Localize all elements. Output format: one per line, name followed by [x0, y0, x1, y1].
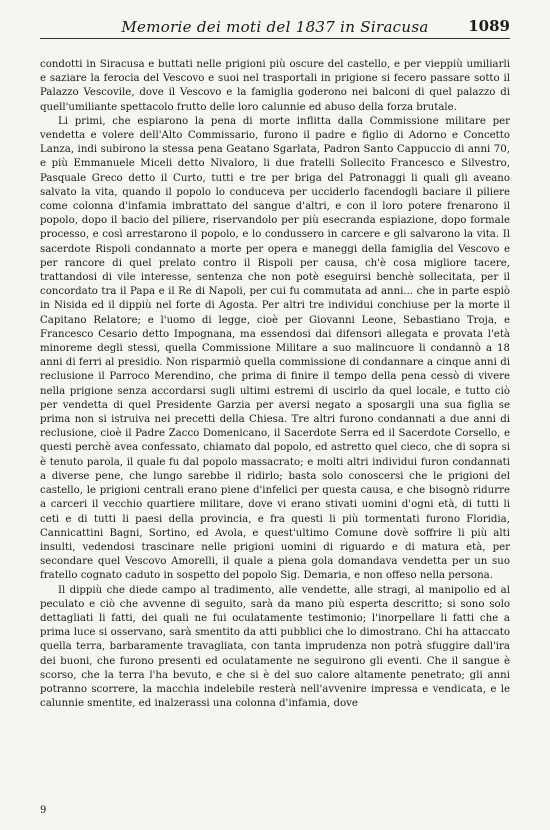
paragraph-1: condotti in Siracusa e buttati nelle prigioni più oscure del castello, e per vieppiù umiliarli e saziare la ferocia del Vescovo e suoi nel trasportali in prigione si fecero passare sotto il Palazzo Vescovile, dove il Vescovo e la famiglia goderono nei balconi di quel palazzo di quell'umiliante spettacolo frutto delle loro calunnie ed abuso della forza brutale. [40, 59, 510, 113]
page-number: 1089 [468, 17, 510, 35]
paragraph-2: Li primi, che espiarono la pena di morte inflitta dalla Commissione militare per vendetta e volere dell'Alto Commissario, furono il padre e figlio di Adorno e Concetto Lanza, indi subirono la stessa pena Geatano Sgarlata, Padron Santo Cappuccio di anni 70, e più Emmanuele Miceli detto Nivaloro, li due fratelli Sollecito Francesco e Silvestro, Pasquale Greco detto il Curto, tutti e tre per briga del Patronaggi li quali gli aveano salvato la vita, quando il popolo lo conduceva per ucciderlo facendogli baciare il piliere come colonna d'infamia imbrattato del sangue d'altri, e con il loro potere frenarono il popolo, dopo il bacio del piliere, riservandolo per più esecranda espiazione, dopo formale processo, e così arrestarono il popolo, e lo condussero in carcere e gli salvarono la vita. Il sacerdote Rispoli condannato a morte per opera e maneggi della famiglia del Vescovo e per rancore di quel prelato contro il Rispoli per causa, ch'è cosa migliore tacere, trattandosi di vile interesse, sentenza che non potè eseguirsi benchè sollecitata, per il concordato tra il Papa e il Re di Napoli, per cui fu commutata ad anni... che in parte espiò in Nisida ed il dippiù nel forte di Agosta. Per altri tre individui conchiuse per la morte il Capitano Relatore; e l'uomo di legge, cioè per Giovanni Leone, Sebastiano Troja, e Francesco Cesario detto Impognana, ma essendosi dai difensori allegata e provata l'età minoreme degli stessi, quella Commissione Militare a suo malincuore li condannò a 18 anni di ferri al presidio. Non risparmiò quella commissione di condannare a cinque anni di reclusione il Parroco Merendino, che prima di finire il tempo della pena cessò di vivere nella prigione senza accordarsi sugli ultimi estremi di uscirlo da quel locale, e tutto ciò per vendetta di quel Presidente Garzia per aversi negato a sposargli una sua figlia se prima non si istruiva nei precetti della Chiesa. Tre altri furono condannati a due anni di reclusione, cioè il Padre Zacco Domenicano, il Sacerdote Serra ed il Sacerdote Corsello, e questi perchè avea confessato, chiamato dal popolo, ed astretto quel cieco, che di sopra si è tenuto parola, il quale fu dal popolo massacrato; e molti altri individui furon condannati a diverse pene, che lungo sarebbe il ridirlo; basta solo conoscersi che le prigioni del castello, le prigioni centrali erano piene d'infelici per questa causa, e che bisognò ridurre a carceri il vecchio quartiere militare, dove vi erano stivati uomini d'ogni età, di tutti li ceti e di tutti li paesi della provincia, e fra questi li più tormentati furono Floridia, Cannicattini Bagni, Sortino, ed Avola, e quest'ultimo Comune dovè soffrire li più alti insulti, vedendosi trascinare nelle prigioni uomini di riguardo e di matura età, per secondare quel Vescovo Amorelli, il quale a piena gola domandava vendetta per un suo fratello cognato caduto in sospetto del popolo Sig. Demaria, e non offeso nella persona. [40, 115, 510, 582]
running-header [40, 16, 510, 39]
signature-mark: 9 [40, 805, 47, 816]
body-text [40, 58, 510, 711]
page-title: Memorie dei moti del 1837 in Siracusa [121, 18, 429, 36]
paragraph-3: Il dippiù che diede campo al tradimento, alle vendette, alle stragi, al manipolio ed al peculato e ciò che avvenne di seguito, sarà da mano più esperta descritto; si sono solo dettagliati li fatti, dei quali ne fui oculatamente testimonio; l'inorpellare li fatti che a prima luce si osservano, sarà smentito da atti pubblici che lo dimostrano. Chi ha attaccato quella terra, barbaramente travagliata, con tanta imprudenza non potrà sfuggire dall'ira dei buoni, che furono presenti ed oculatamente ne seguirono gli eventi. Che il sangue è scorso, che la terra l'ha bevuto, e che si è del suo calore altamente penetrato; gli anni potranno scorrere, la macchia indelebile resterà nell'avvenire impressa e vendicata, e le calunnie smentite, ed inalzerassi una colonna d'infamia, dove [40, 584, 510, 710]
